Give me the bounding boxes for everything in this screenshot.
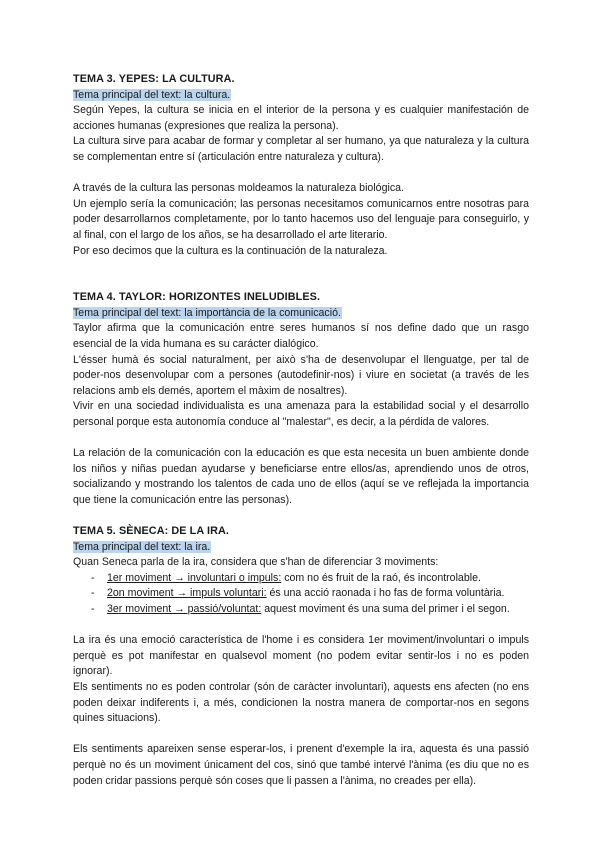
paragraph: Un ejemplo sería la comunicación; las personas necesitamos comunicarnos entre nosotras para poder desarrollarnos completamente, por lo tanto hacemos uso del lenguaje para conseguirlo, y al final, con el largo de los años, se ha desarrollado el arte literario. <box>73 197 529 241</box>
highlighted-theme: Tema principal del text: la importància de la comunicació. <box>73 306 341 319</box>
dash-bullet: - <box>91 603 95 615</box>
paragraph: A través de la cultura las personas moldeamos la naturaleza biológica. <box>73 182 404 195</box>
paragraph: Según Yepes, la cultura se inicia en el interior de la persona y es cualquier manifestación de acciones humanas (expresiones que realiza la persona). <box>73 104 529 132</box>
highlighted-theme: Tema principal del text: la cultura. <box>73 88 231 101</box>
movements-list <box>73 571 529 618</box>
list-item-term: 1er moviment → involuntari o impuls: <box>107 571 282 584</box>
list-item-term: 3er moviment → passió/voluntat: <box>107 603 262 615</box>
paragraph: Els sentiments no es poden controlar (són de caràcter involuntari), aquests ens afecten (no ens poden deixar indiferents i, a més, condicionen la nostra manera de comportar-nos en segons quines situacions). <box>73 680 529 725</box>
list-item-text: és una acció raonada i ho fas de forma voluntària. <box>266 587 505 600</box>
highlighted-theme: Tema principal del text: la ira. <box>73 540 211 553</box>
list-item-term: 2on moviment → impuls voluntari: <box>107 587 267 600</box>
paragraph: La relación de la comunicación con la educación es que esta necesita un buen ambiente donde los niños y niñas puedan ayudarse y beneficiarse entre ellos/as, aprendiendo unos de otros, socializando y mostrando los talentos de cada uno de ellos (aquí se ve reflejada la importancia que tiene la comunicación entre las personas). <box>73 447 529 506</box>
section-tema-4 <box>73 290 529 508</box>
section-tema-3 <box>73 72 529 259</box>
paragraph: Vivir en una sociedad individualista es una amenaza para la estabilidad social y el desarrollo personal porque esta autonomía conduce al "malestar", es decir, a la pérdida de valores. <box>73 400 529 428</box>
section-title: TEMA 3. YEPES: LA CULTURA. <box>73 73 235 85</box>
list-item-text: aquest moviment és una suma del primer i el segon. <box>261 603 510 615</box>
paragraph: L'ésser humà és social naturalment, per això s'ha de desenvolupar el llenguatge, per tal de poder-nos desenvolupar com a persones (autodefinir-nos) i viure en societat (a través de les relacions amb els demés, aportem el màxim de nosaltres). <box>73 353 529 397</box>
section-title: TEMA 4. TAYLOR: HORIZONTES INELUDIBLES. <box>73 291 321 304</box>
section-title: TEMA 5. SÈNECA: DE LA IRA. <box>73 525 229 538</box>
list-item-text: com no és fruit de la raó, és incontrolable. <box>281 571 481 584</box>
paragraph: Quan Seneca parla de la ira, considera que s'han de diferenciar 3 moviments: <box>73 556 439 569</box>
document-page <box>73 72 529 789</box>
paragraph: Taylor afirma que la comunicación entre seres humanos sí nos define dado que un rasgo esencial de la vida humana es su carácter dialógico. <box>73 322 529 350</box>
list-item <box>73 602 529 618</box>
dash-bullet: - <box>91 587 95 600</box>
dash-bullet: - <box>91 571 95 584</box>
section-tema-5 <box>73 524 529 789</box>
paragraph: Els sentiments apareixen sense esperar-los, i prenent d'exemple la ira, aquesta és una passió perquè no és un moviment únicament del cos, sinó que també intervé l'ànima (es diu que no es poden cridar passions perquè són coses que li passen a l'ànima, no creades per ella). <box>73 743 529 787</box>
list-item <box>73 586 529 602</box>
list-item <box>73 571 529 587</box>
paragraph: Por eso decimos que la cultura es la continuación de la naturaleza. <box>73 244 388 257</box>
paragraph: La ira és una emoció característica de l'home i es considera 1er moviment/involuntari o impuls perquè es pot manifestar en qualsevol moment (no podem evitar sentir-los i no es poden ignorar). <box>73 634 529 678</box>
paragraph: La cultura sirve para acabar de formar y completar al ser humano, ya que naturaleza y la cultura se complementan entre sí (articulación entre naturaleza y cultura). <box>73 135 529 163</box>
